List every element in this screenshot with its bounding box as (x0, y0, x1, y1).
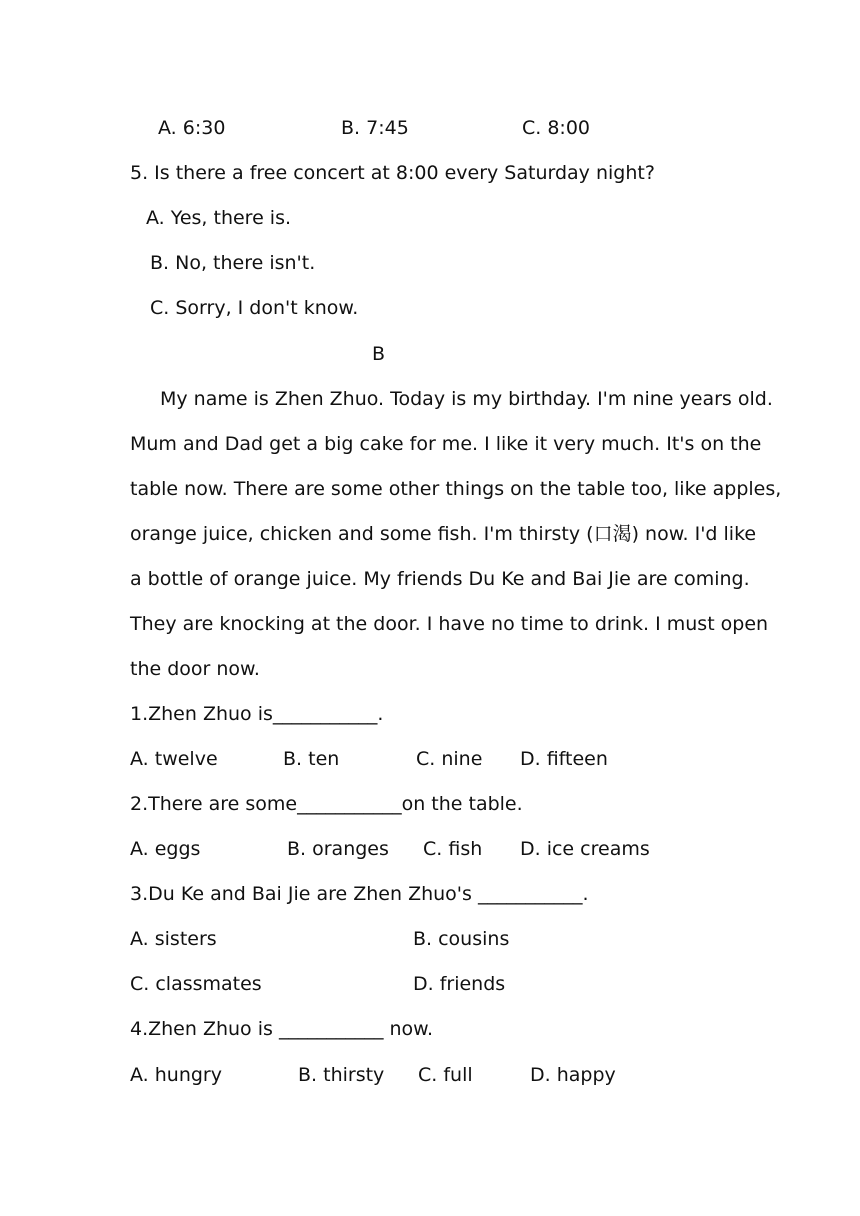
option-a: A. Yes, there is. (146, 207, 292, 229)
passage-line (130, 522, 756, 546)
question-stem: 1.Zhen Zhuo is___________. (130, 703, 384, 725)
option-b: B. 7:45 (341, 117, 409, 139)
question-stem: 2.There are some___________on the table. (130, 793, 523, 815)
option-c: C. fish (423, 838, 483, 860)
passage-line: the door now. (130, 658, 260, 680)
option-d: D. friends (413, 973, 506, 995)
option-b: B. oranges (287, 838, 389, 860)
option-a: A. sisters (130, 928, 217, 950)
option-d: D. fifteen (520, 748, 608, 770)
option-c: C. classmates (130, 973, 262, 995)
passage-line: a bottle of orange juice. My friends Du Ke and Bai Jie are coming. (130, 568, 750, 590)
option-c: C. 8:00 (522, 117, 591, 139)
question-stem: 4.Zhen Zhuo is ___________ now. (130, 1018, 433, 1040)
option-a: A. eggs (130, 838, 201, 860)
passage-text: ) now. I'd like (631, 523, 757, 545)
question-stem: 3.Du Ke and Bai Jie are Zhen Zhuo's ___________. (130, 883, 589, 905)
option-c: C. full (418, 1064, 473, 1086)
option-b: B. cousins (413, 928, 510, 950)
passage-text: orange juice, chicken and some fish. I'm thirsty ( (130, 523, 594, 545)
option-c: C. nine (416, 748, 483, 770)
option-d: D. happy (530, 1064, 616, 1086)
passage-line: My name is Zhen Zhuo. Today is my birthday. I'm nine years old. (160, 388, 773, 410)
passage-line: They are knocking at the door. I have no time to drink. I must open (130, 613, 769, 635)
option-a: A. hungry (130, 1064, 222, 1086)
option-b: B. thirsty (298, 1064, 385, 1086)
option-a: A. twelve (130, 748, 218, 770)
option-b: B. No, there isn't. (150, 252, 316, 274)
option-b: B. ten (283, 748, 340, 770)
option-d: D. ice creams (520, 838, 650, 860)
passage-line: table now. There are some other things on the table too, like apples, (130, 478, 782, 500)
option-c: C. Sorry, I don't know. (150, 297, 359, 319)
passage-line: Mum and Dad get a big cake for me. I like it very much. It's on the (130, 433, 762, 455)
section-heading: B (372, 343, 386, 365)
option-a: A. 6:30 (158, 117, 226, 139)
question-stem: 5. Is there a free concert at 8:00 every Saturday night? (130, 162, 655, 184)
chinese-gloss: 口渴 (593, 523, 632, 545)
